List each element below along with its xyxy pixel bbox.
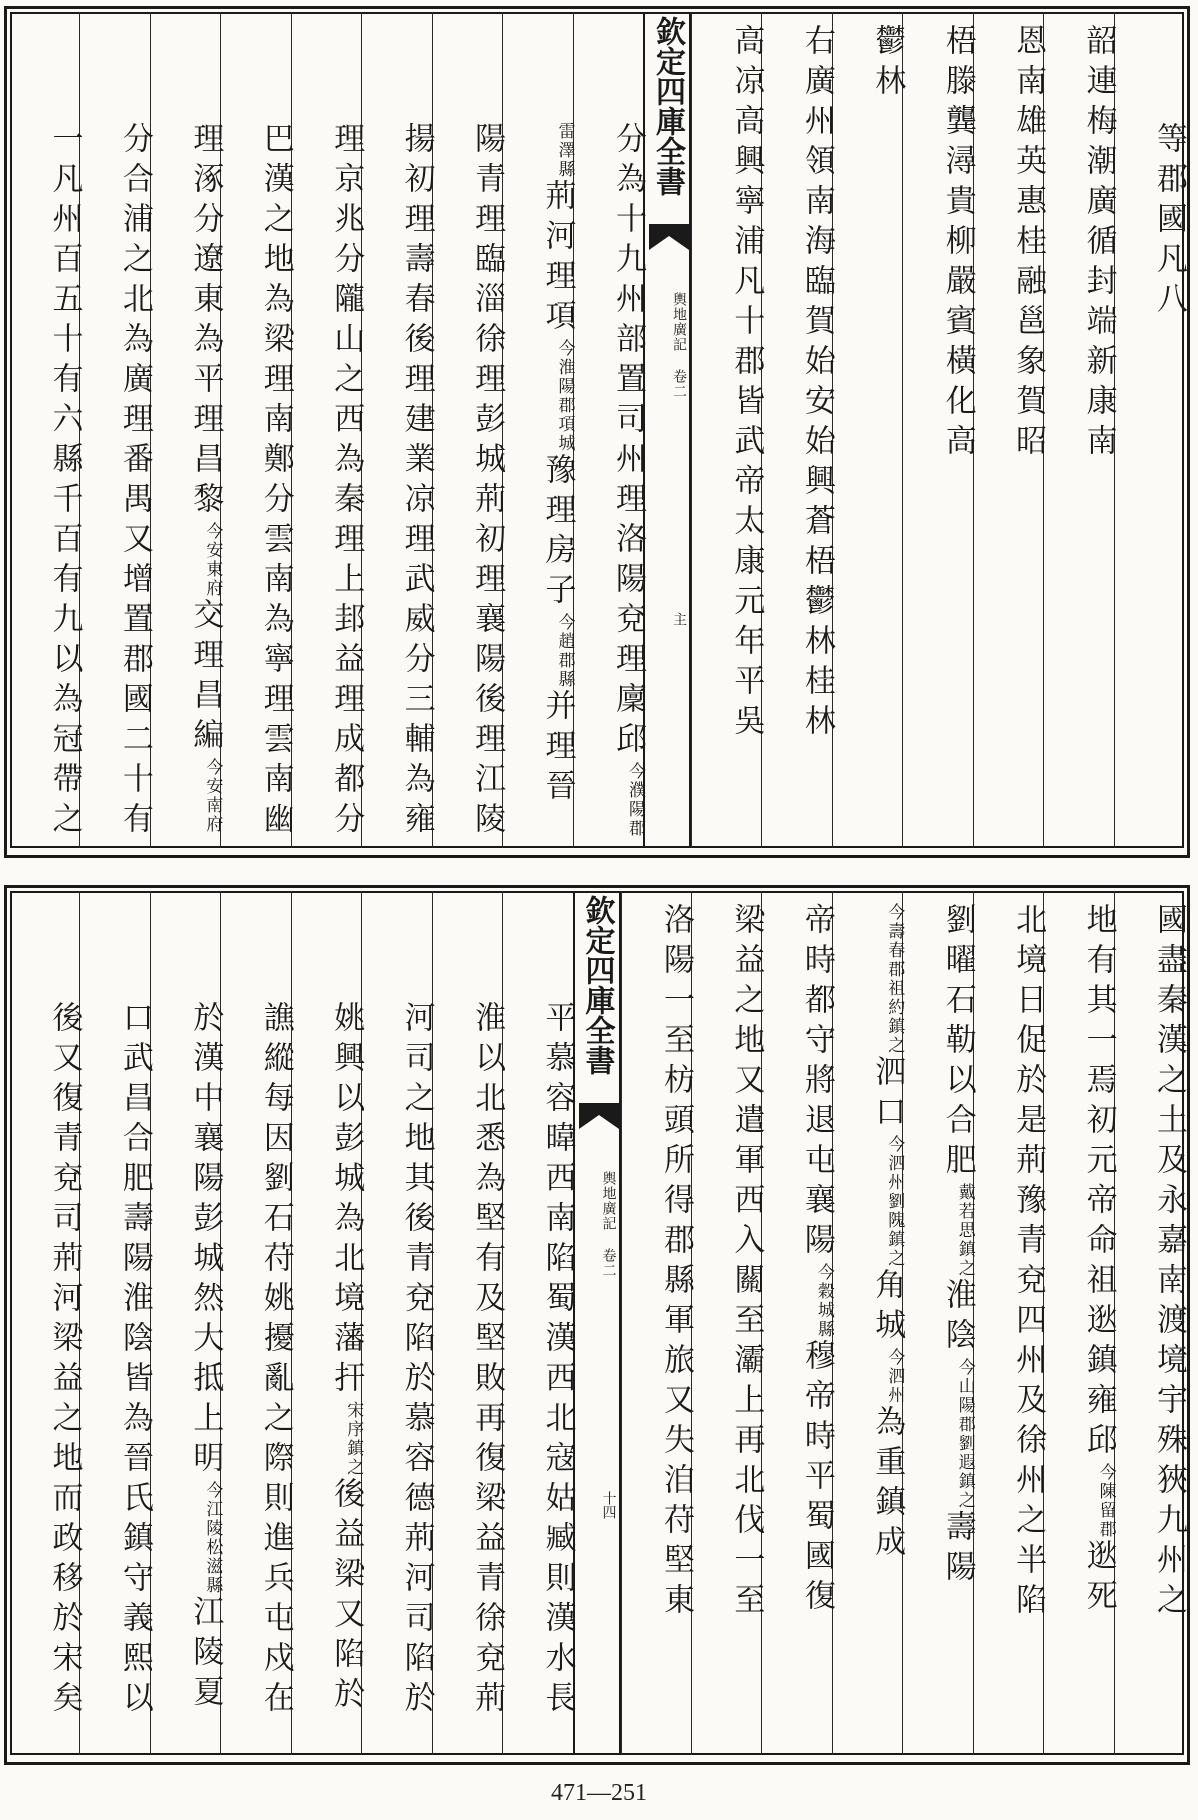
column-text xyxy=(1044,24,1117,464)
annotation-note: 雷澤縣 xyxy=(554,122,575,179)
text-column xyxy=(502,12,576,848)
text-column xyxy=(1043,12,1117,848)
text-column xyxy=(79,891,153,1755)
text-column xyxy=(220,891,294,1755)
main-text: 後又復青兗司荊河梁益之地而政移於宋矣 xyxy=(46,1001,83,1721)
main-text: 角城 xyxy=(869,1268,906,1348)
main-text: 荊河理項 xyxy=(539,179,576,339)
column-text xyxy=(503,122,576,809)
bottom-columns xyxy=(10,891,1187,1755)
main-text: 并理晉 xyxy=(539,689,576,809)
main-text: 逖死 xyxy=(1080,1539,1117,1619)
text-column xyxy=(502,891,576,1755)
main-text: 豫理房子 xyxy=(539,453,576,613)
chapter-subtitle: 輿地廣記 卷二 xyxy=(670,292,687,399)
main-text: 壽陽 xyxy=(939,1510,976,1590)
column-text xyxy=(221,122,294,842)
annotation-note: 宋序鎮之 xyxy=(343,1401,364,1477)
column-text xyxy=(1115,903,1187,1623)
annotation-note: 今泗州 xyxy=(884,1348,905,1405)
column-text xyxy=(10,122,83,842)
text-column xyxy=(573,12,646,848)
text-column xyxy=(361,891,435,1755)
column-text xyxy=(362,122,435,842)
text-column xyxy=(150,12,224,848)
column-text xyxy=(151,1001,224,1715)
column-text xyxy=(80,1001,153,1721)
fishtail-icon xyxy=(649,224,689,250)
main-text: 理京兆分隴山之西為秦理上邽益理成都分 xyxy=(328,122,365,842)
main-text: 後益梁又陷於 xyxy=(328,1477,365,1717)
column-text xyxy=(903,24,976,464)
top-columns xyxy=(10,12,1187,848)
main-text: 右廣州領南海臨賀始安始興蒼梧鬱林桂林 xyxy=(798,24,835,744)
main-text: 洛陽一至枋頭所得郡縣軍旅又失洎苻堅東 xyxy=(657,903,694,1623)
book-title: 欽定四庫全書 xyxy=(649,16,685,196)
main-text: 巴漢之地為梁理南鄭分雲南為寧理雲南幽 xyxy=(257,122,294,842)
column-text xyxy=(622,903,694,1623)
column-text xyxy=(433,122,506,842)
column-text xyxy=(692,903,765,1623)
text-column xyxy=(691,891,765,1755)
main-text: 北境日促於是荊豫青兗四州及徐州之半陷 xyxy=(1010,903,1047,1623)
text-column xyxy=(150,891,224,1755)
main-text: 河司之地其後青兗陷於慕容德荊河司陷於 xyxy=(398,1001,435,1721)
main-text: 姚興以彭城為北境藩扞 xyxy=(328,1001,365,1401)
folio-number: 十四 xyxy=(600,1491,617,1519)
column-text xyxy=(362,1001,435,1721)
text-column xyxy=(10,12,83,848)
annotation-note: 戴若思鎮之 xyxy=(954,1183,975,1278)
text-column xyxy=(1114,891,1187,1755)
main-text: 譙縱每因劉石苻姚擾亂之際則進兵屯戍在 xyxy=(257,1001,294,1721)
annotation-note: 今穀城縣 xyxy=(813,1263,834,1339)
column-text xyxy=(503,1001,576,1721)
main-text: 劉曜石勒以合肥 xyxy=(939,903,976,1183)
main-text: 陽青理臨淄徐理彭城荊初理襄陽後理江陵 xyxy=(469,122,506,842)
main-text: 梧滕龔潯貴柳嚴賓橫化高 xyxy=(939,24,976,464)
text-column xyxy=(291,891,365,1755)
main-text: 泗口 xyxy=(869,1055,906,1135)
folio-number: 主 xyxy=(670,612,687,626)
annotation-note: 今壽春郡祖約鎮之 xyxy=(884,903,905,1055)
text-column xyxy=(902,12,976,848)
text-column xyxy=(902,891,976,1755)
column-text xyxy=(833,903,906,1565)
column-text xyxy=(292,1001,365,1717)
top-page xyxy=(4,6,1190,858)
column-text xyxy=(1044,903,1117,1619)
main-text: 分為十九州部置司州理洛陽兗理廩邱 xyxy=(609,122,646,762)
column-text xyxy=(762,24,835,744)
column-text xyxy=(762,903,835,1619)
page-number-footer: 471—251 xyxy=(551,1780,647,1806)
text-column xyxy=(761,12,835,848)
main-text: 恩南雄英惠桂融邕象賀昭 xyxy=(1010,24,1047,464)
column-text xyxy=(974,903,1047,1623)
annotation-note: 今安南府 xyxy=(202,758,223,834)
fishtail-icon xyxy=(579,1103,619,1129)
annotation-note: 今趙郡縣 xyxy=(554,613,575,689)
main-text: 鬱林 xyxy=(869,24,906,104)
main-text: 揚初理壽春後理建業凉理武威分三輔為雍 xyxy=(398,122,435,842)
main-text: 韶連梅潮廣循封端新康南 xyxy=(1080,24,1117,464)
column-text xyxy=(1115,122,1187,322)
text-column xyxy=(761,891,835,1755)
bottom-page xyxy=(4,885,1190,1765)
main-text: 高凉高興寧浦凡十郡皆武帝太康元年平吳 xyxy=(728,24,765,744)
text-column xyxy=(291,12,365,848)
text-column xyxy=(973,891,1047,1755)
main-text: 穆帝時平蜀國復 xyxy=(798,1339,835,1619)
text-column xyxy=(621,891,694,1755)
column-text xyxy=(433,1001,506,1721)
column-text xyxy=(151,122,224,834)
annotation-note: 今濮陽郡 xyxy=(624,762,645,838)
column-text xyxy=(10,1001,83,1721)
main-text: 江陵夏 xyxy=(187,1595,224,1715)
column-text xyxy=(903,903,976,1590)
text-column xyxy=(691,12,765,848)
main-text: 為重鎮成 xyxy=(869,1405,906,1565)
text-column xyxy=(432,891,506,1755)
main-text: 等郡國凡八 xyxy=(1151,122,1187,322)
column-text xyxy=(221,1001,294,1721)
text-column xyxy=(1114,12,1187,848)
column-text xyxy=(80,122,153,842)
main-text: 分合浦之北為廣理番禺又增置郡國二十有 xyxy=(116,122,153,842)
main-text: 梁益之地又遣軍西入關至灞上再北伐一至 xyxy=(728,903,765,1623)
main-text: 於漢中襄陽彭城然大抵上明 xyxy=(187,1001,224,1481)
book-title: 欽定四庫全書 xyxy=(579,895,615,1075)
annotation-note: 今泗州劉隗鎮之 xyxy=(884,1135,905,1268)
annotation-note: 今淮陽郡項城 xyxy=(554,339,575,453)
main-text: 一凡州百五十有六縣千百有九以為冠帶之 xyxy=(46,122,83,842)
main-text: 交理昌編 xyxy=(187,598,224,758)
main-text: 淮以北悉為堅有及堅敗再復梁益青徐兗荊 xyxy=(469,1001,506,1721)
center-fold-column xyxy=(643,12,691,848)
column-text xyxy=(974,24,1047,464)
text-column xyxy=(10,891,83,1755)
annotation-note: 今山陽郡劉遐鎮之 xyxy=(954,1358,975,1510)
annotation-note: 今安東府 xyxy=(202,522,223,598)
chapter-subtitle: 輿地廣記 卷二 xyxy=(600,1171,617,1278)
text-column xyxy=(1043,891,1117,1755)
column-text xyxy=(833,24,906,104)
main-text: 地有其一焉初元帝命祖逖鎮雍邱 xyxy=(1080,903,1117,1463)
text-column xyxy=(432,12,506,848)
text-column xyxy=(832,891,906,1755)
center-fold-column xyxy=(573,891,621,1755)
text-column xyxy=(79,12,153,848)
main-text: 口武昌合肥壽陽淮陰皆為晉氏鎮守義熙以 xyxy=(116,1001,153,1721)
text-column xyxy=(220,12,294,848)
column-text xyxy=(574,122,646,838)
main-text: 淮陰 xyxy=(939,1278,976,1358)
text-column xyxy=(361,12,435,848)
main-text: 國盡秦漢之土及永嘉南渡境宇殊狹九州之 xyxy=(1151,903,1187,1623)
column-text xyxy=(692,24,765,744)
column-text xyxy=(292,122,365,842)
main-text: 帝時都守將退屯襄陽 xyxy=(798,903,835,1263)
main-text: 平慕容暐西南陷蜀漢西北寇姑臧則漢水長 xyxy=(539,1001,576,1721)
main-text: 理涿分遼東為平理昌黎 xyxy=(187,122,224,522)
annotation-note: 今陳留郡 xyxy=(1095,1463,1116,1539)
text-column xyxy=(973,12,1047,848)
annotation-note: 今江陵松滋縣 xyxy=(202,1481,223,1595)
text-column xyxy=(832,12,906,848)
